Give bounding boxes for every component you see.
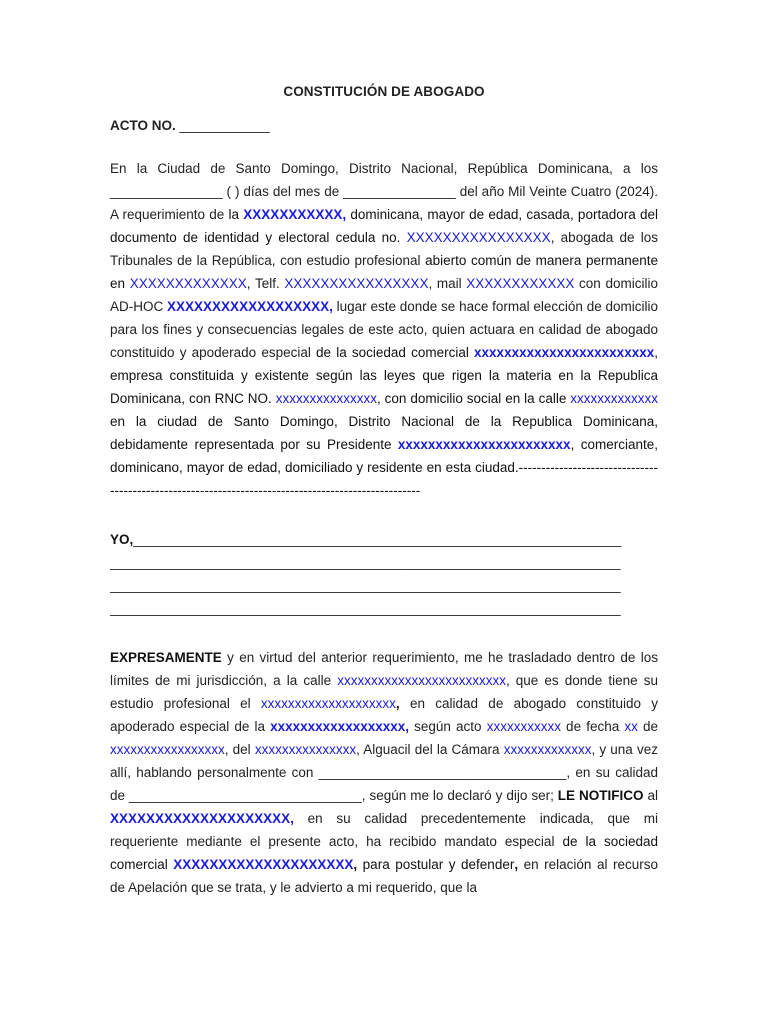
acto-label: ACTO NO. [110,118,176,133]
placeholder-attorney: xxxxxxxxxxxxxxxxxxxx [260,696,396,711]
text: al [643,788,658,803]
placeholder-name: XXXXXXXXXXX, [243,207,347,222]
placeholder-adhoc: XXXXXXXXXXXXXXXXXX, [167,299,333,314]
text: , [395,696,400,711]
text: , [514,857,519,872]
yo-line-3: ____________________________________________________________________ [110,578,621,593]
text: en su calidad precedentemente indicada, que mi requeriente mediante el presente acto, ha recibido mandato especial [110,811,658,849]
paragraph-requerimiento [110,157,658,502]
text: , empresa constituida y existente según las leyes que rigen la materia en la Republica Dominicana, con RNC NO. [110,345,658,406]
text-bold: LE NOTIFICO [557,788,644,803]
text: , mail [428,276,467,291]
placeholder-alguacil: xxxxxxxxxxxxxxx [254,742,357,757]
text: abierto común de manera permanente en [110,253,658,291]
placeholder-street: xxxxxxxxxxxxxxxxxxxxxxxxx [337,673,506,688]
placeholder-notified: XXXXXXXXXXXXXXXXXXXX, [110,811,294,826]
text: para postular y defender [357,857,515,872]
placeholder-mail: XXXXXXXXXXXX [466,276,575,291]
text: de la sociedad comercial [110,834,658,872]
text: en calidad de abogado constituido y apoderado especial de la [110,696,658,734]
yo-line-1 [110,528,658,551]
text: con domicilio AD-HOC [110,276,658,314]
acto-blank: ____________ [179,118,270,133]
text-bold: EXPRESAMENTE [110,650,222,665]
placeholder-company: xxxxxxxxxxxxxxxxxxxxxxxx [474,345,655,360]
text: lugar este donde se hace formal elección de domicilio para los fines y consecuencias legales de este acto, quien actuara en calidad de abogado constituido y apoderado especial [110,299,659,360]
yo-section [110,528,658,620]
placeholder-street: xxxxxxxxxxxxx [570,391,658,406]
text: , Alguacil del la Cámara [356,742,504,757]
spacer [110,620,658,646]
placeholder-act: xxxxxxxxxxx [486,719,561,734]
text: , abogada de los Tribunales de la República, con estudio profesional [110,230,658,268]
yo-line-2: ____________________________________________________________________ [110,555,621,570]
placeholder-address: XXXXXXXXXXXXX [125,276,247,291]
text: , comerciante, dominicano, mayor de edad, domiciliado y residente en esta ciudad.---------------------------------------------------------------------------------------------------- [110,437,658,498]
text: En la Ciudad de Santo Domingo, Distrito Nacional, República Dominicana, a los _______________ ( ) días del mes de _______________ del año Mil Veinte Cuatro (2024). A requerimiento de [110,161,658,222]
paragraph-expresamente [110,646,658,899]
placeholder-month: xxxxxxxxxxxxxxxxx [110,742,225,757]
text: de [637,719,658,734]
text: , y una vez allí, hablando personalmente con _________________________________, en su calidad de _______________________________, según me lo declaró y dijo ser; [110,742,658,803]
text: , [353,857,358,872]
placeholder-camara: xxxxxxxxxxxxx [503,742,592,757]
yo-line-4: ____________________________________________________________________ [110,601,621,616]
text: , del [224,742,255,757]
text: , Telf. [246,276,285,291]
text: y en virtud del anterior requerimiento, me he trasladado dentro de los límites de mi jurisdicción, a la calle [110,650,658,688]
placeholder-rnc: xxxxxxxxxxxxxxx [275,391,377,406]
text: la [228,207,244,222]
yo-label: YO, [110,532,134,547]
text: según acto [409,719,487,734]
text: en relación al recurso de Apelación que se trata, y le advierto a mi requerido, que la [110,857,658,895]
text: de fecha [560,719,625,734]
placeholder-company: XXXXXXXXXXXXXXXXXXXX [173,857,354,872]
placeholder-phone: XXXXXXXXXXXXXXXX [284,276,429,291]
text: en la ciudad de Santo Domingo, Distrito Nacional de la Republica Dominicana, debidamente representada por su Presidente [110,414,658,452]
placeholder-company: xxxxxxxxxxxxxxxxxx, [270,719,410,734]
placeholder-president: xxxxxxxxxxxxxxxxxxxxxxx [397,437,571,452]
document-title: CONSTITUCIÓN DE ABOGADO [283,84,485,99]
text: , que es donde tiene su estudio profesional el [110,673,659,711]
blank-line: _________________________________________________________________ [133,532,622,547]
text: dominicana, mayor de edad, casada, portadora del documento de identidad y electoral cedula no. [110,207,658,245]
acto-number [110,118,658,133]
text: , con domicilio social en la calle [376,391,571,406]
placeholder-day: xx [624,719,638,734]
text: de la sociedad comercial [316,345,475,360]
placeholder-cedula: XXXXXXXXXXXXXXXX [406,230,551,245]
